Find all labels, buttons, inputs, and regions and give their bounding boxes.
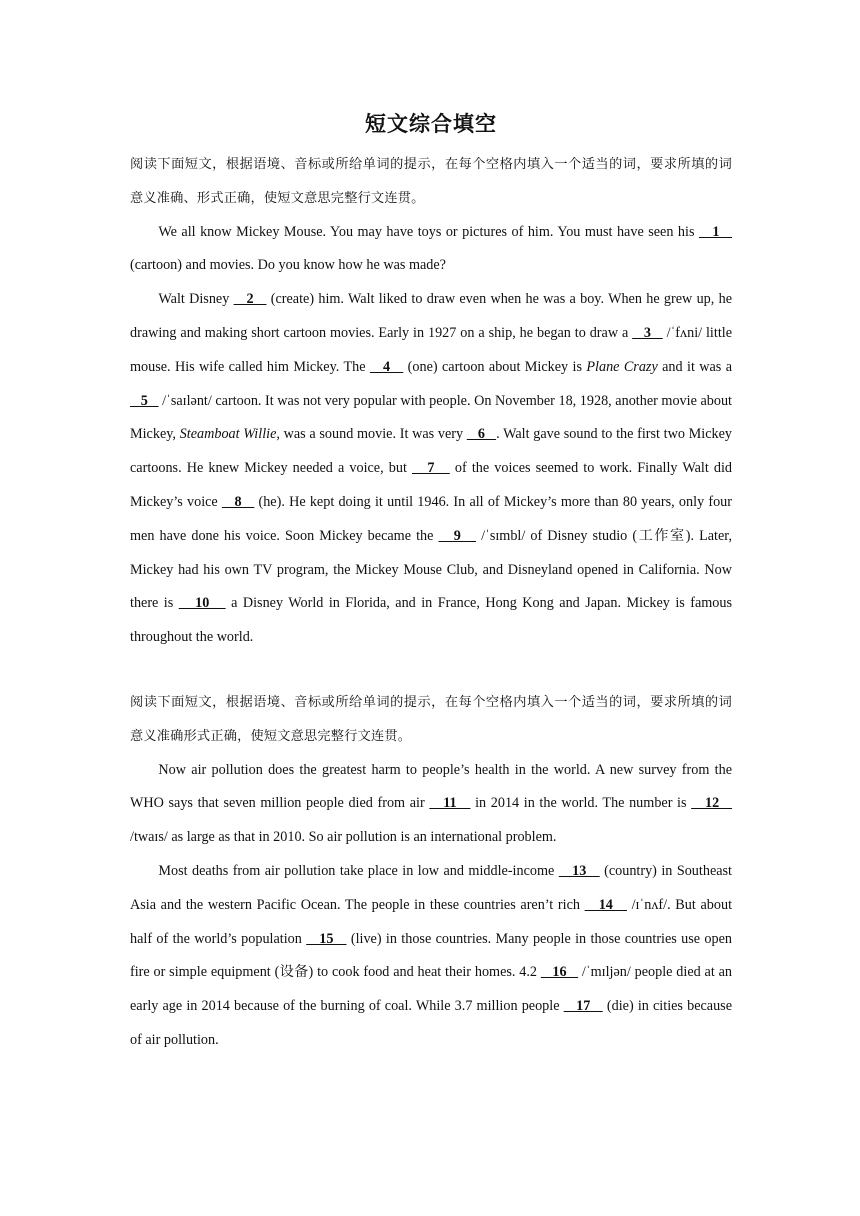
passage2-paragraph1: Now air pollution does the greatest harm to people’s health in the world. A new survey from the WHO says that seven million people died from air 11 in 2014 in the world. The number is 12 /twaɪs/ as large as that in 2010. So air pollution is an international problem. [130, 761, 733, 846]
blank-11: 11 [429, 795, 471, 812]
blank-6: 6 [466, 426, 497, 443]
blank-1: 1 [698, 223, 732, 240]
blank-10: 10 [178, 595, 226, 612]
passage1-paragraph2: Walt Disney 2 (create) him. Walt liked to draw even when he was a boy. When he grew up, he drawing and making short cartoon movies. Early in 1927 on a ship, he began to draw a 3 /ˈfʌni/ little mouse. His wife called him Mickey. The 4 (one) cartoon about Mickey is Plane Crazy and it was a 5 /ˈsaɪlənt/ cartoon. It was not very popular with people. On November 18, 1928, another movie about Mickey, Steamboat Willie, was a sound movie. It was very 6 . Walt gave sound to the first two Mickey cartoons. He knew Mickey needed a voice, but 7 of the voices seemed to work. Finally Walt did Mickey’s voice 8 (he). He kept doing it until 1946. In all of Mickey’s more than 80 years, only four men have done his voice. Soon Mickey became the 9 /ˈsɪmbl/ of Disney studio (工作室). Later, Mickey had his own TV program, the Mickey Mouse Club, and Disneyland opened in California. Now there is 10 a Disney World in Florida, and in France, Hong Kong and Japan. Mickey is famous throughout the world. [130, 291, 733, 646]
movie-title-steamboat-willie: Steamboat Willie [179, 426, 277, 443]
passage2-instruction: 阅读下面短文，根据语境、音标或所给单词的提示，在每个空格内填入一个适当的词，要求所填的词意义准确形式正确，使短文意思完整行文连贯。 [130, 694, 732, 744]
blank-14: 14 [584, 896, 627, 913]
passage1-instruction: 阅读下面短文，根据语境、音标或所给单词的提示，在每个空格内填入一个适当的词，要求所填的词意义准确、形式正确，使短文意思完整行文连贯。 [130, 157, 732, 206]
blank-13: 13 [558, 862, 600, 879]
section-gap [130, 655, 732, 686]
passage1-paragraph1: We all know Mickey Mouse. You may have toys or pictures of him. You must have seen his 1 (cartoon) and movies. Do you know how he was made? [130, 223, 732, 274]
blank-15: 15 [306, 930, 347, 947]
blank-3: 3 [632, 324, 663, 341]
movie-title-plane-crazy: Plane Crazy [586, 358, 658, 375]
blank-4: 4 [369, 358, 404, 375]
document-page [130, 108, 732, 1058]
blank-16: 16 [540, 964, 579, 981]
blank-7: 7 [412, 460, 450, 477]
blank-12: 12 [691, 795, 733, 812]
blank-9: 9 [438, 527, 477, 544]
blank-5: 5 [130, 392, 159, 409]
blank-2: 2 [233, 291, 267, 308]
page-title: 短文综合填空 [365, 111, 497, 136]
blank-8: 8 [221, 493, 255, 510]
passage2-paragraph2: Most deaths from air pollution take place in low and middle-income 13 (country) in Southeast Asia and the western Pacific Ocean. The people in these countries aren’t rich 14 /ɪˈnʌf/. But about half of the world’s population 15 (live) in those countries. Many people in those countries use open fire or simple equipment (设备) to cook food and heat their homes. 4.2 16 /ˈmɪljən/ people died at an early age in 2014 because of the burning of coal. While 3.7 million people 17 (die) in cities because of air pollution. [130, 862, 733, 1048]
blank-17: 17 [563, 998, 603, 1015]
